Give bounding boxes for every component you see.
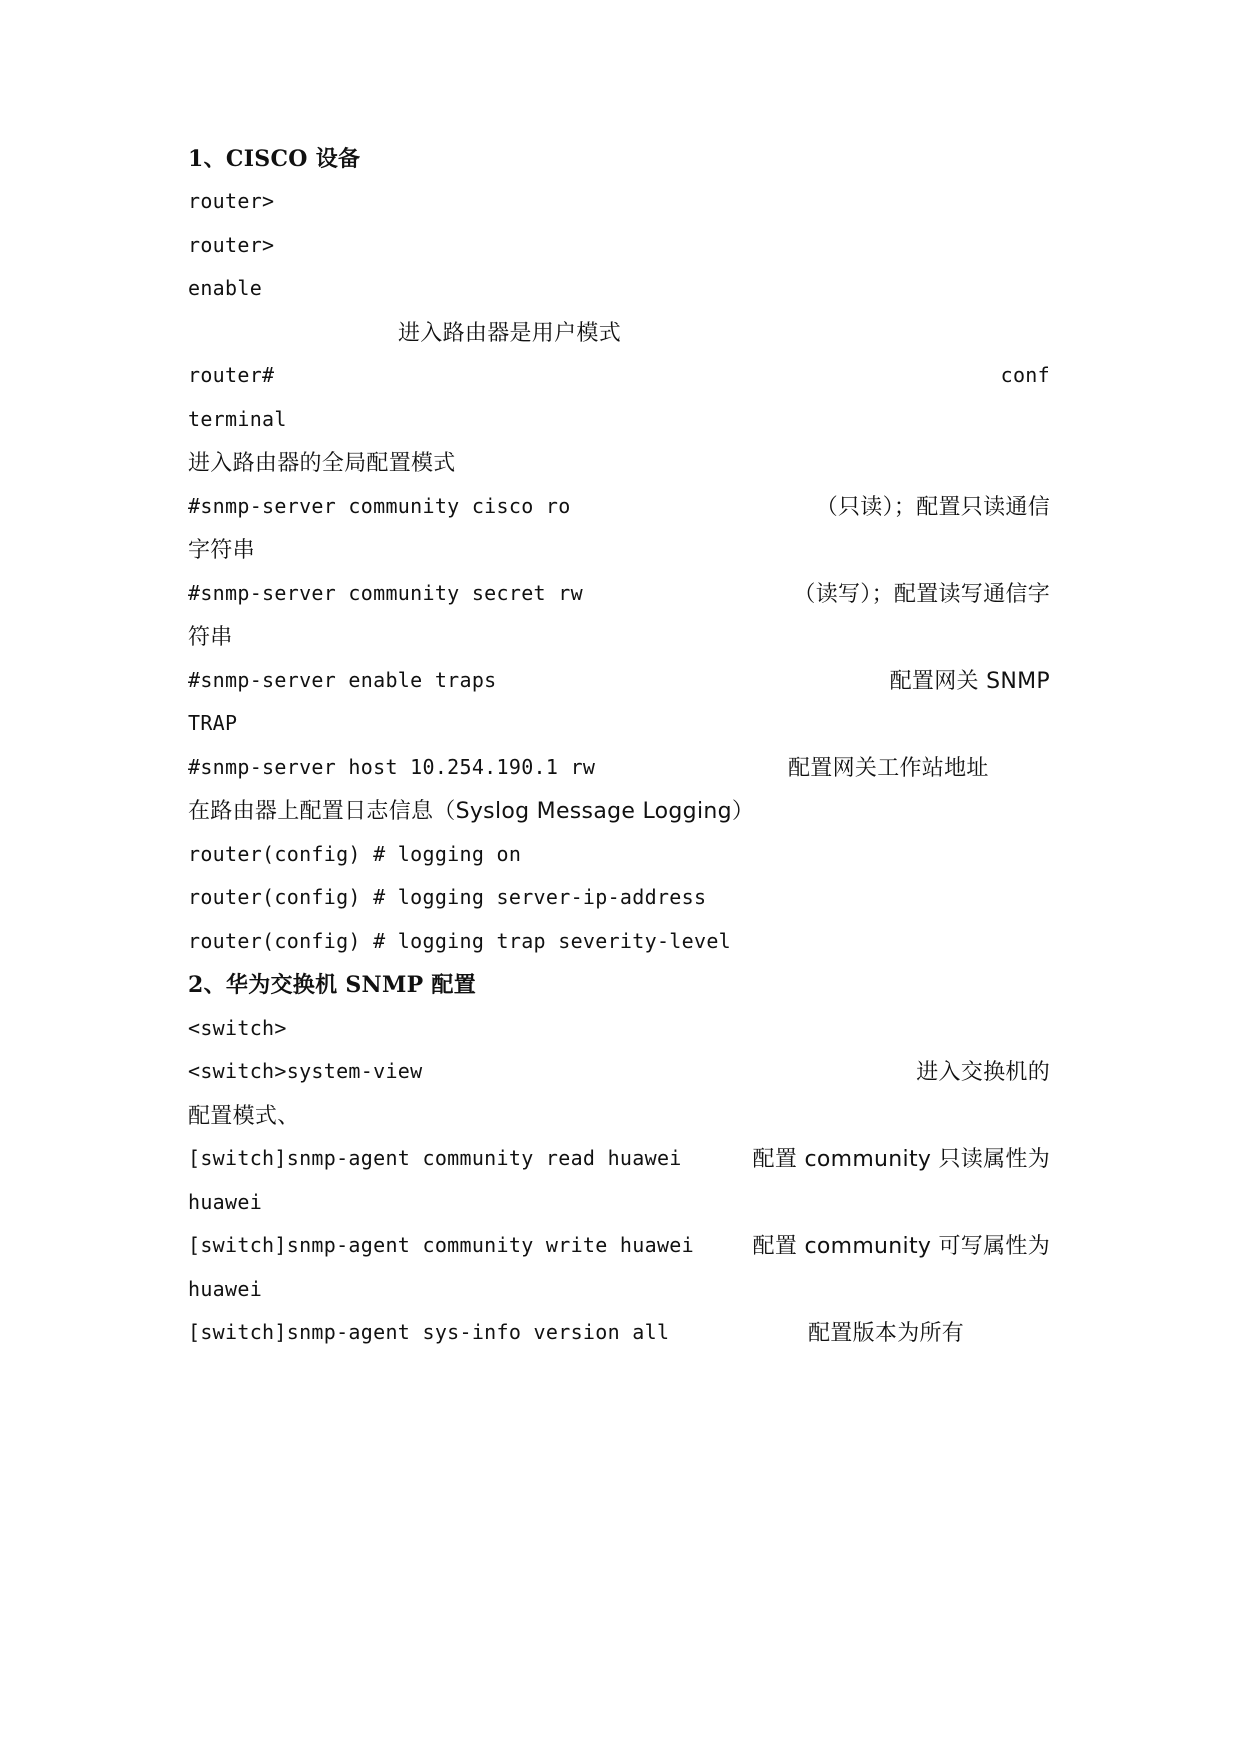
description-line: 符串 — [188, 625, 233, 650]
description-text: 配置 community 只读属性为 — [752, 1147, 1050, 1172]
code-line-justified — [188, 1133, 1050, 1182]
description-text: （只读）；配置只读通信 — [815, 495, 1050, 520]
code-line: terminal — [188, 406, 287, 431]
code-text: #snmp-server enable traps — [188, 667, 497, 692]
code-text: #snmp-server community cisco ro — [188, 493, 571, 518]
code-line-with-note — [188, 742, 1050, 791]
description-text: 配置 community 可写属性为 — [752, 1234, 1050, 1259]
code-line: huawei — [188, 1276, 263, 1301]
code-line-justified — [188, 1046, 1050, 1095]
code-line-justified — [188, 655, 1050, 704]
code-line: router(config) # logging on — [188, 841, 522, 866]
code-line-justified — [188, 350, 1050, 399]
description-text: 配置版本为所有 — [808, 1321, 965, 1346]
description-line: 配置模式、 — [188, 1104, 300, 1129]
code-line-justified — [188, 1220, 1050, 1269]
description-line: 进入路由器的全局配置模式 — [188, 451, 456, 476]
section-1-heading: 1、CISCO 设备 — [188, 146, 361, 172]
code-line: <switch> — [188, 1015, 287, 1040]
description-line: 进入路由器是用户模式 — [398, 321, 622, 346]
code-line-justified — [188, 568, 1050, 617]
code-text: #snmp-server community secret rw — [188, 580, 583, 605]
code-line: huawei — [188, 1189, 263, 1214]
code-line: enable — [188, 275, 263, 300]
code-text: [switch]snmp-agent community read huawei — [188, 1145, 682, 1170]
code-text: conf — [1000, 362, 1050, 387]
description-text: 配置网关 SNMP — [889, 669, 1050, 694]
code-text: [switch]snmp-agent community write huawei — [188, 1232, 694, 1257]
description-text: 进入交换机的 — [916, 1060, 1050, 1085]
section-2-heading: 2、华为交换机 SNMP 配置 — [188, 972, 477, 998]
code-line: router> — [188, 188, 275, 213]
description-text: 配置网关工作站地址 — [788, 756, 989, 781]
code-text: #snmp-server host 10.254.190.1 rw — [188, 754, 596, 779]
code-text: router# — [188, 362, 275, 387]
code-text: [switch]snmp-agent sys-info version all — [188, 1319, 670, 1344]
code-text: <switch>system-view — [188, 1058, 423, 1083]
code-line: router(config) # logging server-ip-address — [188, 884, 707, 909]
code-line-with-note — [188, 1307, 1050, 1356]
code-line: router(config) # logging trap severity-level — [188, 928, 732, 953]
code-line-justified — [188, 481, 1050, 530]
code-line: router> — [188, 232, 275, 257]
description-line: 在路由器上配置日志信息（Syslog Message Logging） — [188, 799, 755, 824]
description-line: 字符串 — [188, 538, 255, 563]
description-text: （读写）；配置读写通信字 — [793, 582, 1050, 607]
code-line: TRAP — [188, 710, 238, 735]
